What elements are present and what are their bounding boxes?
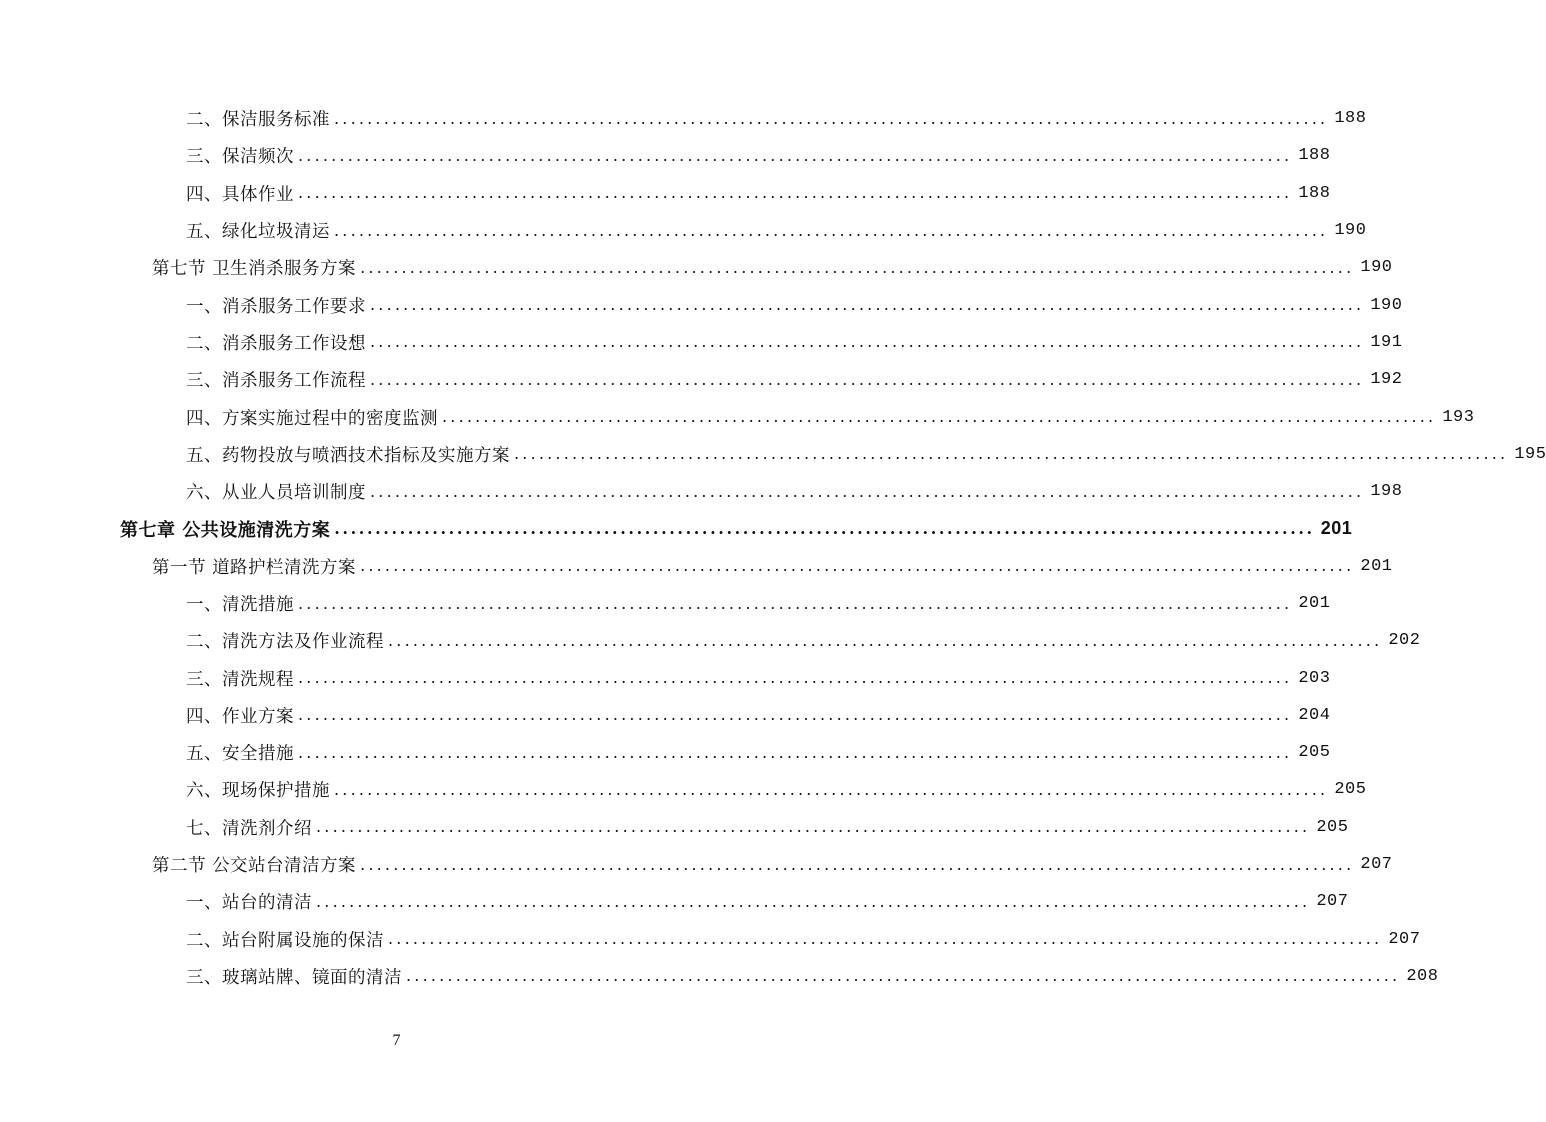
toc-entry-page: 193: [1442, 407, 1475, 427]
toc-dot-leader: ........................................................................................................................: [334, 220, 1329, 240]
toc-entry-page: 201: [1298, 594, 1331, 613]
toc-dot-leader: ........................................................................................................................: [370, 369, 1365, 389]
toc-entry-title: 二、保洁服务标准: [186, 110, 330, 131]
toc-entry-title: 七、清洗剂介绍: [186, 818, 312, 839]
toc-dot-leader: ........................................................................................................................: [442, 407, 1437, 427]
toc-entry-page: 201: [1360, 556, 1393, 576]
toc-entry-title: 一、站台的清洁: [186, 893, 312, 914]
toc-dot-leader: ........................................................................................................................: [388, 630, 1383, 650]
toc-entry-page: 188: [1298, 183, 1331, 203]
toc-entry-title: 第一节 道路护栏清洗方案: [152, 557, 357, 578]
toc-entry-title: 一、清洗措施: [186, 595, 294, 615]
toc-dot-leader: ........................................................................................................................: [298, 705, 1293, 725]
toc-entry-title: 三、消杀服务工作流程: [186, 371, 366, 392]
toc-entry-page: 207: [1316, 892, 1349, 912]
toc-dot-leader: ........................................................................................................................: [298, 183, 1293, 203]
toc-item-entry[interactable]: [0, 585, 1331, 622]
toc-entry-title: 第二节 公交站台清洁方案: [152, 856, 357, 877]
toc-entry-title: 五、绿化垃圾清运: [186, 222, 330, 243]
toc-item-entry[interactable]: [0, 622, 1421, 659]
table-of-contents: [0, 100, 1546, 995]
toc-item-entry[interactable]: [0, 659, 1331, 696]
toc-item-entry[interactable]: [0, 921, 1421, 958]
toc-entry-title: 五、药物投放与喷洒技术指标及实施方案: [186, 445, 510, 466]
toc-dot-leader: ........................................................................................................................: [316, 891, 1311, 911]
toc-entry-title: 四、作业方案: [186, 706, 294, 727]
toc-dot-leader: ........................................................................................................................: [298, 145, 1293, 165]
toc-section-entry[interactable]: [0, 846, 1393, 883]
toc-entry-page: 190: [1370, 295, 1403, 315]
toc-entry-page: 205: [1334, 780, 1367, 800]
toc-entry-page: 205: [1316, 817, 1349, 837]
toc-item-entry[interactable]: [0, 734, 1331, 771]
toc-entry-title: 三、玻璃站牌、镜面的清洁: [186, 967, 402, 988]
toc-entry-title: 第七章 公共设施清洗方案: [120, 519, 331, 541]
toc-dot-leader: ........................................................................................................................: [316, 817, 1311, 837]
toc-entry-page: 198: [1370, 482, 1403, 502]
toc-item-entry[interactable]: [0, 175, 1331, 212]
toc-entry-title: 四、方案实施过程中的密度监测: [186, 408, 438, 429]
toc-dot-leader: ........................................................................................................................: [514, 444, 1509, 464]
toc-entry-page: 188: [1334, 109, 1367, 129]
toc-entry-title: 六、从业人员培训制度: [186, 483, 366, 504]
toc-entry-page: 195: [1514, 444, 1546, 464]
toc-item-entry[interactable]: [0, 436, 1546, 473]
toc-item-entry[interactable]: [0, 473, 1403, 510]
toc-item-entry[interactable]: [0, 883, 1349, 920]
toc-entry-title: 二、清洗方法及作业流程: [186, 632, 384, 653]
toc-item-entry[interactable]: [0, 697, 1331, 734]
toc-entry-page: 207: [1360, 855, 1393, 875]
toc-section-entry[interactable]: [0, 548, 1393, 585]
toc-entry-page: 205: [1298, 743, 1331, 763]
toc-entry-page: 204: [1298, 705, 1331, 725]
toc-dot-leader: ........................................................................................................................: [388, 929, 1383, 949]
toc-item-entry[interactable]: [0, 771, 1367, 808]
toc-chapter-entry[interactable]: [0, 510, 1353, 547]
toc-item-entry[interactable]: [0, 100, 1367, 137]
toc-item-entry[interactable]: [0, 212, 1367, 249]
toc-dot-leader: ........................................................................................................................: [298, 742, 1293, 762]
toc-entry-page: 202: [1388, 631, 1421, 651]
toc-dot-leader: ........................................................................................................................: [334, 108, 1329, 128]
toc-entry-page: 188: [1298, 146, 1331, 166]
toc-dot-leader: ........................................................................................................................: [370, 332, 1365, 352]
toc-entry-title: 六、现场保护措施: [186, 781, 330, 802]
toc-item-entry[interactable]: [0, 809, 1349, 846]
toc-dot-leader: ........................................................................................................................: [360, 257, 1355, 277]
toc-entry-title: 三、清洗规程: [186, 669, 294, 690]
toc-dot-leader: ........................................................................................................................: [406, 966, 1401, 986]
toc-entry-page: 190: [1360, 258, 1393, 278]
toc-entry-title: 四、具体作业: [186, 184, 294, 205]
toc-entry-page: 190: [1334, 221, 1367, 241]
toc-item-entry[interactable]: [0, 286, 1403, 323]
toc-entry-page: 201: [1320, 518, 1353, 539]
toc-entry-title: 第七节 卫生消杀服务方案: [152, 259, 357, 280]
toc-item-entry[interactable]: [0, 137, 1331, 174]
toc-entry-title: 三、保洁频次: [186, 147, 294, 168]
toc-dot-leader: ........................................................................................................................: [360, 854, 1355, 874]
toc-dot-leader: ........................................................................................................................: [298, 668, 1293, 688]
toc-entry-page: 191: [1370, 332, 1403, 352]
toc-item-entry[interactable]: [0, 361, 1403, 398]
toc-entry-title: 二、站台附属设施的保洁: [186, 930, 384, 951]
toc-dot-leader: ........................................................................................................................: [360, 556, 1355, 576]
toc-entry-page: 203: [1298, 668, 1331, 688]
toc-dot-leader: ........................................................................................................................: [370, 295, 1365, 315]
toc-dot-leader: ........................................................................................................................: [370, 481, 1365, 501]
toc-entry-page: 208: [1406, 966, 1439, 986]
toc-dot-leader: ........................................................................................................................: [334, 518, 1315, 538]
toc-entry-page: 192: [1370, 370, 1403, 390]
toc-dot-leader: ........................................................................................................................: [298, 593, 1293, 613]
toc-entry-title: 一、消杀服务工作要求: [186, 296, 366, 317]
toc-item-entry[interactable]: [0, 398, 1475, 435]
page-number: 7: [392, 1032, 401, 1049]
toc-entry-page: 207: [1388, 929, 1421, 949]
toc-section-entry[interactable]: [0, 249, 1393, 286]
toc-dot-leader: ........................................................................................................................: [334, 779, 1329, 799]
toc-entry-title: 五、安全措施: [186, 744, 294, 765]
toc-item-entry[interactable]: [0, 324, 1403, 361]
toc-item-entry[interactable]: [0, 958, 1439, 995]
toc-entry-title: 二、消杀服务工作设想: [186, 333, 366, 354]
